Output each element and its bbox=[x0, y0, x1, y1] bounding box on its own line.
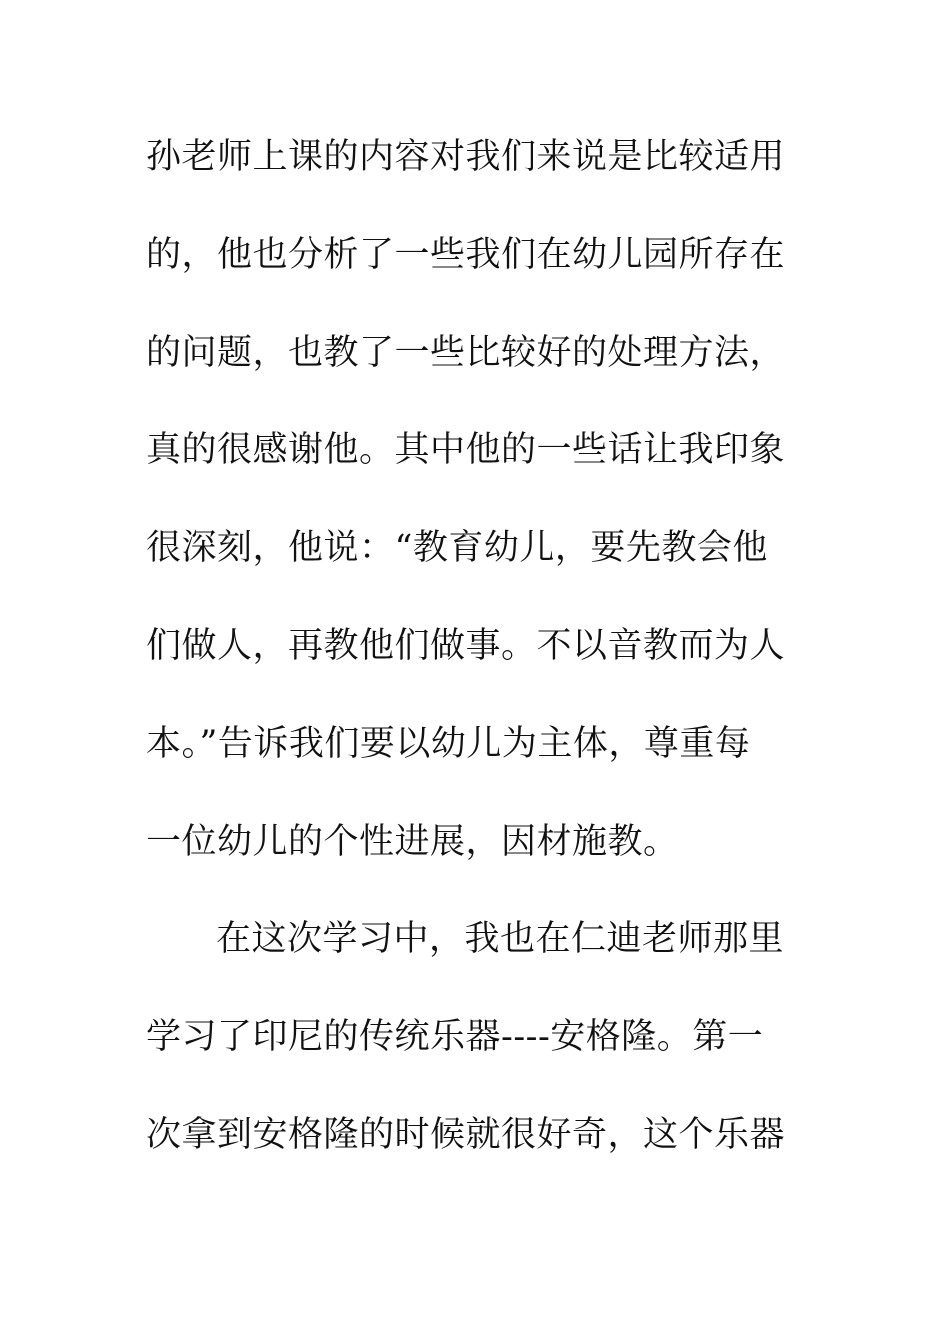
text-line: 孙老师上课的内容对我们来说是比较适用 bbox=[146, 137, 786, 177]
text-line: 学习了印尼的传统乐器----安格隆。第一 bbox=[146, 1017, 764, 1058]
text-line: 的问题，也教了一些比较好的处理方法， bbox=[146, 332, 786, 373]
text-line: 的，他也分析了一些我们在幼儿园所存在 bbox=[146, 234, 786, 275]
text-line: 本。”告诉我们要以幼儿为主体，尊重每 bbox=[146, 723, 751, 764]
text-line: 真的很感谢他。其中他的一些话让我印象 bbox=[146, 430, 786, 471]
document-body bbox=[146, 122, 786, 1198]
text-line: 们做人，再教他们做事。不以音教而为人 bbox=[146, 625, 786, 666]
text-line: 次拿到安格隆的时候就很好奇，这个乐器 bbox=[146, 1114, 786, 1155]
text-line: 很深刻，他说：“教育幼儿，要先教会他 bbox=[146, 528, 768, 569]
text-line: 一位幼儿的个性进展，因材施教。 bbox=[146, 821, 679, 862]
paragraph-start-line: 在这次学习中，我也在仁迪老师那里 bbox=[216, 919, 785, 960]
